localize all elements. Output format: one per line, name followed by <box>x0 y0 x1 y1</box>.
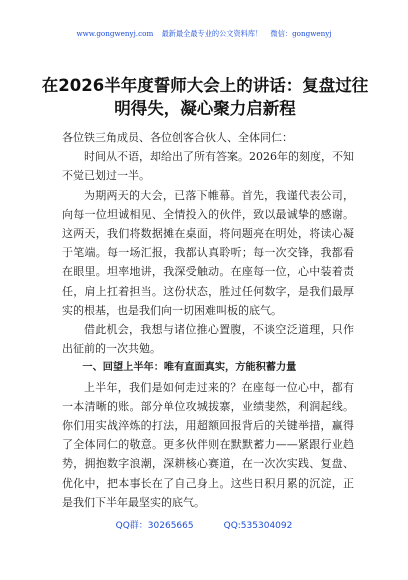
qq-number: QQ:535304092 <box>223 521 293 531</box>
paragraph: 上半年，我们是如何走过来的？在座每一位心中，都有一本清晰的账。部分单位攻城拔寨，业绩斐然，利润起线。你们用实战淬炼的打法，用超额回报背后的关键举措，赢得了全体同仁的敬意。更多伙伴则在默默蓄力——紧跟行业趋势，拥抱数字浪潮，深耕核心赛道，在一次次实践、复盘、优化中，把本事长在了自己身上。这些日积月累的沉淀，正是我们下半年最坚实的底气。 <box>62 380 354 509</box>
paragraph: 时间从不语，却给出了所有答案。2026年的刻度，不知不觉已划过一半。 <box>62 150 354 183</box>
page-header <box>0 29 408 39</box>
document-title: 在2026半年度誓师大会上的讲话：复盘过往明得失，凝心聚力启新程 <box>41 76 369 118</box>
wechat-id: 微信：gongwenyj <box>270 29 332 38</box>
header-slogan: 最新最全最专业的公文资料库！ <box>161 29 263 38</box>
section-heading: 一、回望上半年：唯有直面真实，方能积蓄力量 <box>82 362 297 374</box>
document-body <box>62 128 354 512</box>
paragraph: 为期两天的大会，已落下帷幕。首先，我谨代表公司，向每一位坦诚相见、全情投入的伙伴，致以最诚挚的感谢。这两天，我们将数据摊在桌面，将问题亮在明处，将读心凝于笔端。每一场汇报，我都认真聆听；每一次交锋，我都看在眼里。坦率地讲，我深受触动。在座每一位，心中装着责任，肩上扛着担当。这份状态，胜过任何数字，是我们最厚实的根基，也是我们向一切困难叫板的底气。 <box>62 188 354 317</box>
site-url[interactable]: www.gongwenyj.com <box>76 29 154 38</box>
salutation: 各位铁三角成员、各位创客合伙人、全体同仁： <box>62 131 293 144</box>
page-footer <box>0 518 408 531</box>
paragraph: 借此机会，我想与诸位推心置腹，不谈空泛道理，只作出征前的一次共勉。 <box>62 323 354 356</box>
qq-group: QQ群：30265665 <box>115 521 194 531</box>
